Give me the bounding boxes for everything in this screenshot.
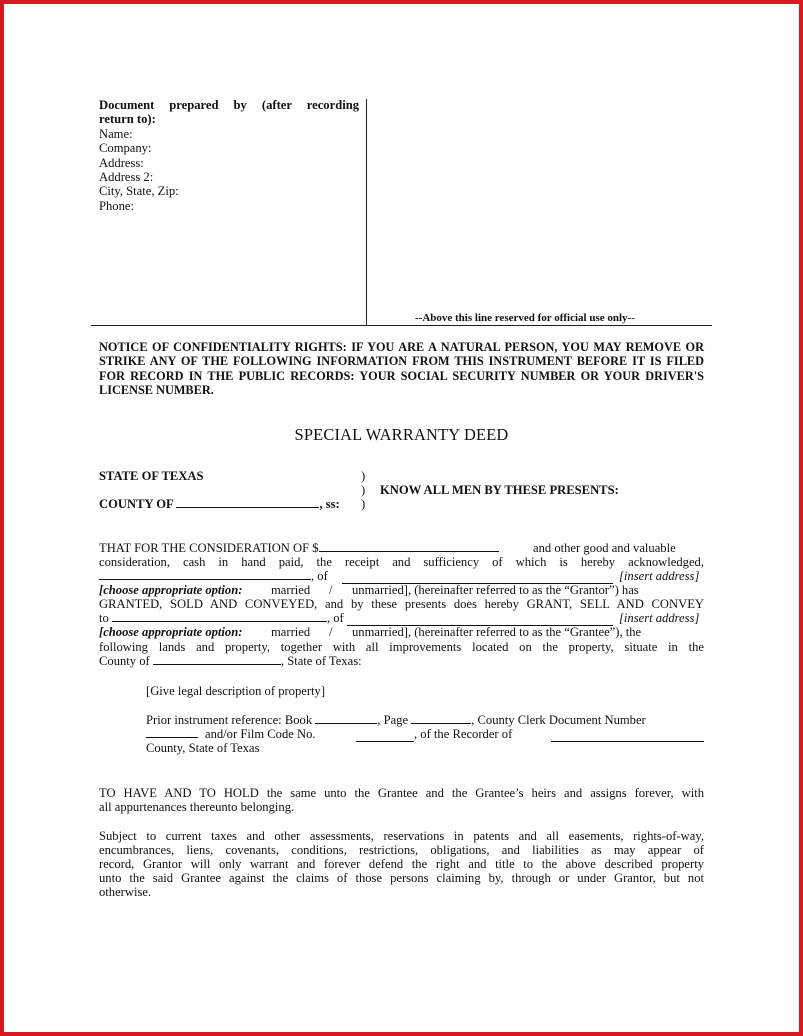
grantee-slash: / [329, 625, 333, 639]
property-county-blank[interactable] [153, 654, 281, 665]
legal-description: [Give legal description of property] [146, 684, 326, 698]
page-label: , Page [377, 713, 409, 727]
document-title: SPECIAL WARRANTY DEED [294, 425, 509, 444]
book-blank[interactable] [315, 713, 377, 724]
reserved-note: --Above this line reserved for official use only-- [415, 312, 635, 324]
property-line: following lands and property, together with all improvements located on the property, situate in the [99, 640, 704, 654]
andor-label: and/or Film Code No. [205, 727, 316, 741]
caption-paren-3: ) [361, 497, 366, 511]
caption-state: STATE OF TEXAS [99, 469, 204, 483]
insert-address-label-2: [insert address] [619, 611, 700, 625]
header-divider-horizontal [91, 325, 712, 326]
know-all-men: KNOW ALL MEN BY THESE PRESENTS: [380, 483, 619, 497]
prior-ref-label: Prior instrument reference: Book [146, 713, 313, 727]
doc-number-blank[interactable] [146, 727, 198, 738]
film-code-line [146, 727, 198, 741]
conveyance-line: GRANTED, SOLD AND CONVEYED, and by these presents does hereby GRANT, SELL AND CONVEY [99, 597, 704, 611]
company-field: Company: [99, 141, 152, 156]
choose-option-label: [choose appropriate option: [99, 583, 243, 597]
recorder-blank[interactable] [551, 731, 704, 742]
county-state-line [99, 654, 362, 668]
subject-line-5: otherwise. [99, 885, 152, 899]
state-of-texas-label: , State of Texas: [280, 654, 362, 668]
county-state-texas: County, State of Texas [146, 741, 260, 755]
name-field: Name: [99, 126, 133, 141]
address2-field: Address 2: [99, 169, 154, 184]
to-label: to [99, 611, 109, 625]
caption-county-label: COUNTY OF [99, 497, 174, 511]
grantor-married: married [271, 583, 311, 597]
grantee-option-a [99, 625, 242, 639]
of-label: , of [311, 569, 328, 583]
habendum-line-2: all appurtenances thereunto belonging. [99, 800, 295, 814]
of2-label: , of [326, 611, 344, 625]
choose-option-label-2: [choose appropriate option: [99, 625, 243, 639]
grantor-slash: / [329, 583, 333, 597]
county-blank[interactable] [176, 497, 319, 508]
grantor-name-blank[interactable] [99, 569, 311, 580]
grantee-name-blank[interactable] [112, 611, 327, 622]
grantee-married: married [271, 625, 311, 639]
grantee-name-line [99, 611, 344, 625]
subject-line-4: unto the said Grantee against the claims of those persons claiming by, through or under Grantor, but not [99, 871, 704, 885]
city-state-zip-field: City, State, Zip: [99, 184, 179, 199]
film-code-blank[interactable] [356, 731, 414, 742]
grantor-unmarried: unmarried], (hereinafter referred to as the “Grantor”) has [352, 583, 639, 597]
insert-address-label: [insert address] [619, 569, 700, 583]
caption-paren-2: ) [361, 483, 366, 497]
phone-field: Phone: [99, 198, 134, 213]
prepared-by-block [99, 98, 359, 213]
caption-paren-1: ) [361, 469, 366, 483]
consideration-amount-blank[interactable] [319, 541, 499, 552]
consideration-line-a [99, 541, 499, 555]
consideration-label: THAT FOR THE CONSIDERATION OF $ [99, 541, 319, 555]
county-of-label: County of [99, 654, 150, 668]
county-clerk-label: , County Clerk Document Number [471, 713, 646, 727]
caption-ss: , ss: [319, 497, 340, 511]
caption-county [99, 497, 340, 511]
grantor-option-a [99, 583, 242, 597]
consideration-line-2: consideration, cash in hand paid, the receipt and sufficiency of which is hereby acknowledged, [99, 555, 704, 569]
grantor-name-line [99, 569, 328, 583]
prepared-by-heading: Document prepared by (after recording [99, 98, 359, 112]
header-divider-vertical [366, 99, 367, 325]
habendum-line-1: TO HAVE AND TO HOLD the same unto the Grantee and the Grantee’s heirs and assigns forever, with [99, 786, 704, 800]
confidentiality-notice: NOTICE OF CONFIDENTIALITY RIGHTS: IF YOU ARE A NATURAL PERSON, YOU MAY REMOVE OR STRIKE ANY OF THE FOLLOWING INFORMATION FROM THIS INSTRUMENT BEFORE IT IS FILED FOR RECORD IN THE PUBLIC RECORDS: YOUR SOCIAL SECURITY NUMBER OR YOUR DRIVER'S LICENSE NUMBER. [99, 340, 704, 397]
consideration-line-b: and other good and valuable [533, 541, 676, 555]
grantee-unmarried: unmarried], (hereinafter referred to as the “Grantee”), the [352, 625, 642, 639]
address-field: Address: [99, 155, 144, 170]
of-recorder-label: , of the Recorder of [414, 727, 513, 741]
subject-line-2: encumbrances, liens, covenants, conditions, restrictions, obligations, and liabilities as may appear of [99, 843, 704, 857]
prepared-by-heading-2: return to): [99, 112, 156, 127]
prior-reference-line [146, 713, 646, 727]
subject-line-3: record, Grantor will only warrant and forever defend the right and title to the above described property [99, 857, 704, 871]
subject-line-1: Subject to current taxes and other assessments, reservations in patents and all easements, rights-of-way, [99, 829, 704, 843]
page-blank[interactable] [411, 713, 471, 724]
